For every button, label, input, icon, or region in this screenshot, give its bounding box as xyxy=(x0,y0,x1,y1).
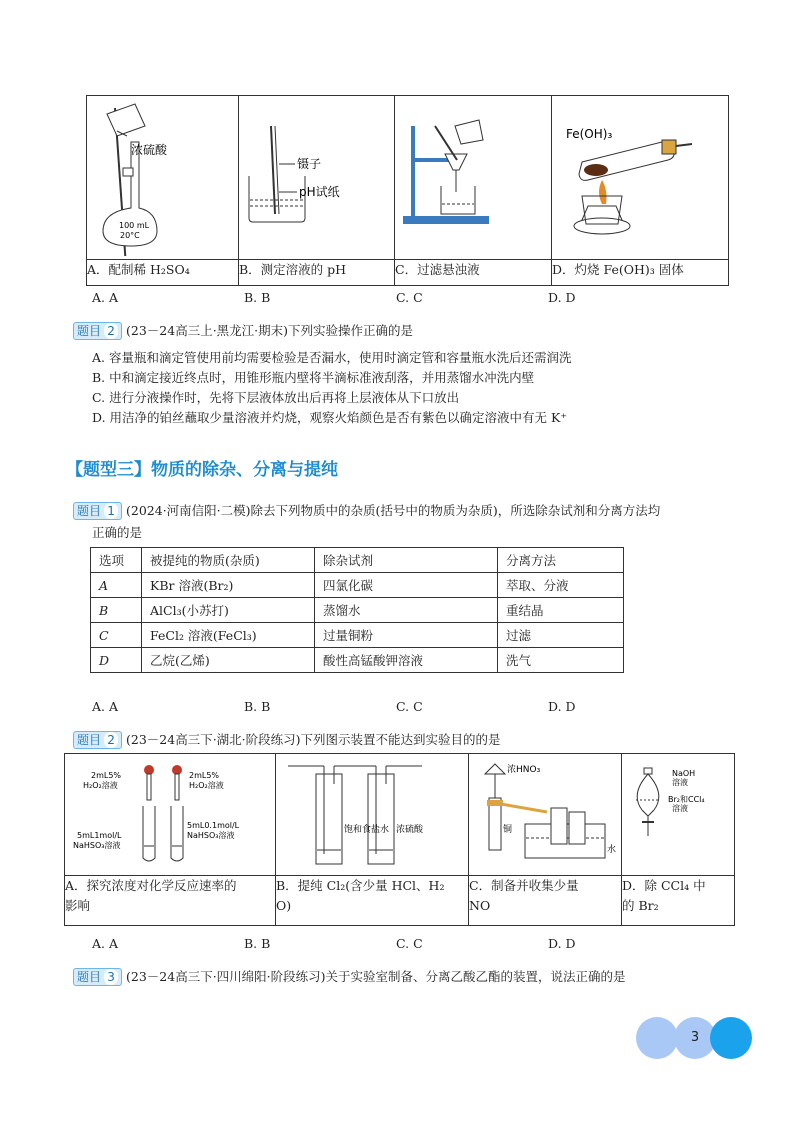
header-cell: 除杂试剂 xyxy=(315,548,498,573)
question-3-2-text: (23－24高三下·湖北·阶段练习)下列图示装置不能达到实验目的的是 xyxy=(126,732,501,747)
option-d[interactable]: D. D xyxy=(548,699,576,714)
caption-c xyxy=(469,876,622,926)
figure-ph-cell xyxy=(239,96,395,260)
caption-d: D．灼烧 Fe(OH)₃ 固体 xyxy=(552,260,729,286)
question-tag: 题目 3 xyxy=(73,968,122,986)
question-3-1-text-cont: 正确的是 xyxy=(92,525,143,540)
question-tag: 题目 2 xyxy=(73,322,122,340)
label-c1: 浓HNO₃ xyxy=(507,765,541,775)
apparatus-c-cell xyxy=(469,754,622,876)
label-a5: 5mL1mol/L xyxy=(77,831,122,840)
label-feoh: Fe(OH)₃ xyxy=(566,127,613,141)
figure-filter-cell xyxy=(395,96,552,260)
separatory-funnel-diagram xyxy=(622,754,734,872)
page-number: 3 xyxy=(690,1030,700,1045)
table-cell: 萃取、分液 xyxy=(498,573,624,598)
label-a4: H₂O₂溶液 xyxy=(189,781,224,790)
table-cell: D xyxy=(91,648,142,673)
header-cell: 选项 xyxy=(91,548,142,573)
label-c2: 铜 xyxy=(503,825,513,835)
caption-b: B．测定溶液的 pH xyxy=(239,260,395,286)
badge-circle-right xyxy=(710,1017,752,1059)
option-a[interactable]: A. A xyxy=(92,290,119,305)
table-row xyxy=(91,648,624,673)
apparatus-d-cell xyxy=(622,754,735,876)
option-b[interactable]: B. B xyxy=(244,699,271,714)
caption-b xyxy=(276,876,469,926)
caption-d-line1: D．除 CCl₄ 中 xyxy=(622,878,706,893)
caption-b-line2: O) xyxy=(276,898,292,913)
table-cell: 过滤 xyxy=(498,623,624,648)
question-3-2-header xyxy=(73,731,501,749)
table-cell: KBr 溶液(Br₂) xyxy=(142,573,315,598)
label-d2: 溶液 xyxy=(672,778,688,787)
header-cell: 分离方法 xyxy=(498,548,624,573)
caption-d-line2: 的 Br₂ xyxy=(622,898,659,913)
table-cell: 蒸馏水 xyxy=(315,598,498,623)
option-a[interactable]: A. A xyxy=(92,699,119,714)
q2-choice-d: D. 用洁净的铂丝蘸取少量溶液并灼烧，观察火焰颜色是否有紫色以确定溶液中有无 K⁺ xyxy=(92,410,567,425)
gas-wash-diagram xyxy=(276,754,468,872)
answer-options-1 xyxy=(92,290,700,305)
label-ph-paper: pH试纸 xyxy=(299,185,340,199)
top-figure-table xyxy=(86,95,729,286)
question-tag: 题目 2 xyxy=(73,731,122,749)
badge-circle-left xyxy=(636,1017,678,1059)
table-header-row xyxy=(91,548,624,573)
caption-c-line2: NO xyxy=(469,898,491,913)
caption-a: A．配制稀 H₂SO₄ xyxy=(87,260,239,286)
ph-test-diagram xyxy=(239,96,394,256)
volumetric-flask-diagram xyxy=(87,96,238,256)
label-b2: 浓硫酸 xyxy=(396,825,424,835)
caption-a-line1: A．探究浓度对化学反应速率的 xyxy=(65,878,237,893)
table-cell: 四氯化碳 xyxy=(315,573,498,598)
question-3-1-header xyxy=(73,502,660,520)
calcination-diagram xyxy=(552,96,728,256)
apparatus-b-cell xyxy=(276,754,469,876)
label-a1: 2mL5% xyxy=(91,771,122,780)
label-c3: 水 xyxy=(607,845,617,855)
table-cell: 过量铜粉 xyxy=(315,623,498,648)
option-c[interactable]: C. C xyxy=(396,699,423,714)
question-2-text: (23－24高三上·黑龙江·期末)下列实验操作正确的是 xyxy=(126,323,414,338)
question-tag: 题目 1 xyxy=(73,502,122,520)
option-c[interactable]: C. C xyxy=(396,290,423,305)
table-cell: FeCl₂ 溶液(FeCl₃) xyxy=(142,623,315,648)
option-b[interactable]: B. B xyxy=(244,936,271,951)
table-cell: A xyxy=(91,573,142,598)
question-3-1-text: (2024·河南信阳·二模)除去下列物质中的杂质(括号中的物质为杂质)，所选除杂试剂和分离方法均 xyxy=(126,503,661,518)
label-d1: NaOH xyxy=(672,769,696,778)
figure-burn-cell xyxy=(552,96,729,260)
rate-experiment-diagram xyxy=(65,754,275,872)
q2-choice-b: B. 中和滴定接近终点时，用锥形瓶内壁将半滴标准液刮落，并用蒸馏水冲洗内壁 xyxy=(92,370,535,385)
no-collection-diagram xyxy=(469,754,621,872)
label-a2: H₂O₂溶液 xyxy=(83,781,118,790)
table-row xyxy=(91,623,624,648)
table-cell: C xyxy=(91,623,142,648)
caption-c-line1: C．制备并收集少量 xyxy=(469,878,579,893)
label-b1: 饱和食盐水 xyxy=(344,825,390,835)
label-tweezer: 镊子 xyxy=(297,157,322,171)
caption-a-line2: 影响 xyxy=(65,898,91,913)
caption-b-line1: B．提纯 Cl₂(含少量 HCl、H₂ xyxy=(276,878,445,893)
caption-a xyxy=(65,876,276,926)
table-row xyxy=(91,573,624,598)
table-cell: 重结晶 xyxy=(498,598,624,623)
caption-c: C．过滤悬浊液 xyxy=(395,260,552,286)
table-cell: 洗气 xyxy=(498,648,624,673)
table-cell: AlCl₃(小苏打) xyxy=(142,598,315,623)
section-heading: 【题型三】物质的除杂、分离与提纯 xyxy=(66,460,338,480)
label-d4: 溶液 xyxy=(672,804,688,813)
apparatus-a-cell xyxy=(65,754,276,876)
table-cell: 乙烷(乙烯) xyxy=(142,648,315,673)
question-3-3-text: (23－24高三下·四川绵阳·阶段练习)关于实验室制备、分离乙酸乙酯的装置，说法正确的是 xyxy=(126,969,626,984)
answer-options-2 xyxy=(92,699,700,714)
table-cell: 酸性高锰酸钾溶液 xyxy=(315,648,498,673)
label-flask-vol: 100 mL xyxy=(119,221,150,230)
label-a7: 5mL0.1mol/L xyxy=(187,821,240,830)
page-number-badge xyxy=(636,1017,752,1059)
table-cell: B xyxy=(91,598,142,623)
label-a6: NaHSO₃溶液 xyxy=(73,841,121,850)
apparatus-table xyxy=(64,753,735,926)
option-b[interactable]: B. B xyxy=(244,290,271,305)
figure-flask-cell xyxy=(87,96,239,260)
table-row xyxy=(91,598,624,623)
question-2-header xyxy=(73,322,413,340)
caption-d xyxy=(622,876,735,926)
q2-choice-c: C. 进行分液操作时，先将下层液体放出后再将上层液体从下口放出 xyxy=(92,390,460,405)
option-d[interactable]: D. D xyxy=(548,936,576,951)
header-cell: 被提纯的物质(杂质) xyxy=(142,548,315,573)
question-3-3-header xyxy=(73,968,626,986)
option-a[interactable]: A. A xyxy=(92,936,119,951)
label-a8: NaHSO₃溶液 xyxy=(187,831,235,840)
filtration-diagram xyxy=(395,96,551,256)
label-a3: 2mL5% xyxy=(189,771,220,780)
label-d3: Br₂和CCl₄ xyxy=(668,795,705,804)
label-acid: 浓硫酸 xyxy=(131,143,168,157)
label-flask-temp: 20°C xyxy=(120,231,140,240)
q2-choice-a: A. 容量瓶和滴定管使用前均需要检验是否漏水，使用时滴定管和容量瓶水洗后还需润洗 xyxy=(92,350,572,365)
impurity-table xyxy=(90,547,624,673)
option-d[interactable]: D. D xyxy=(548,290,576,305)
option-c[interactable]: C. C xyxy=(396,936,423,951)
answer-options-3 xyxy=(92,936,700,951)
